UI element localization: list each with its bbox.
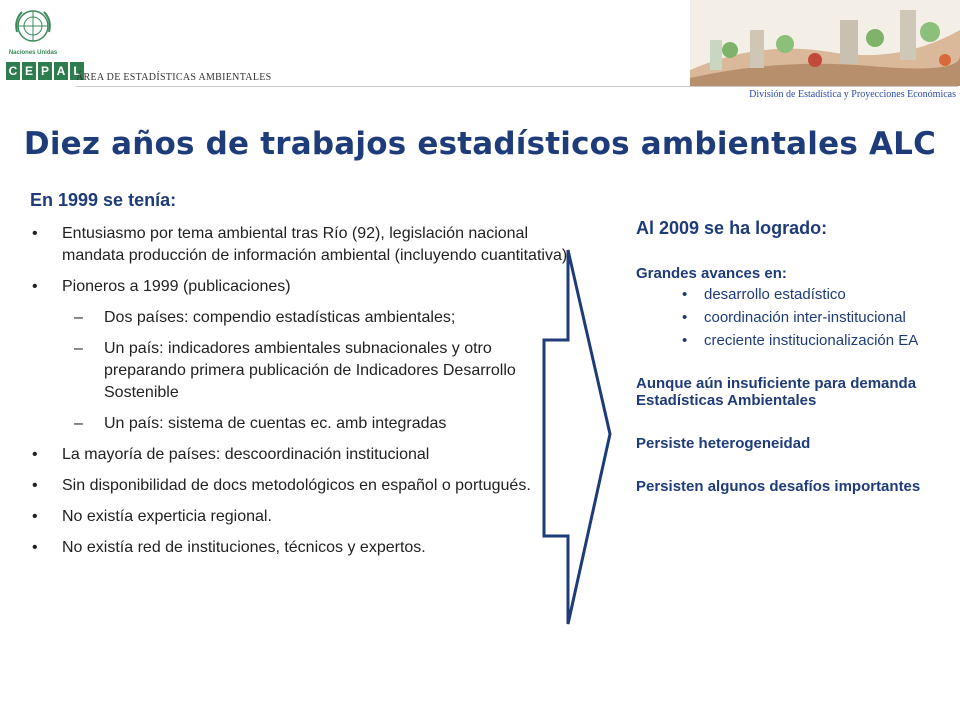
bullet-icon: • [682,332,688,349]
bullet-icon: • [32,446,38,463]
page-title: Diez años de trabajos estadísticos ambientales ALC [23,126,937,162]
bullet-icon: • [32,278,38,295]
sub-list-item [30,413,570,435]
sub-list-item-text: Dos países: compendio estadísticas ambientales; [104,309,456,326]
cepal-logo [6,62,84,80]
left-column [30,190,570,568]
dash-icon: – [74,309,83,326]
list-item [30,276,570,298]
dash-icon: – [74,415,83,432]
sub-list-item [30,338,570,404]
left-heading: En 1999 se tenía: [30,190,177,210]
cepal-letter: P [38,62,52,80]
bullet-icon: • [32,477,38,494]
list-item-text: Entusiasmo por tema ambiental tras Río (92), legislación nacional mandata producción de información ambiental (incluyendo cuantitativa) [62,225,568,264]
right-arrow-icon [540,248,620,628]
bullet-icon: • [682,286,688,303]
right-block-text: Aunque aún insuficiente para demanda Estadísticas Ambientales [636,375,917,409]
list-item-text: No existía experticia regional. [62,508,272,525]
bullet-icon: • [682,309,688,326]
right-lead: Grandes avances en: [636,265,787,282]
dash-icon: – [74,340,83,357]
list-item [30,223,570,267]
sub-list-item-text: Un país: sistema de cuentas ec. amb integradas [104,415,447,432]
cepal-letter: L [70,62,84,80]
list-item [30,444,570,466]
sub-list-item [30,307,570,329]
division-label: División de Estadística y Proyecciones Económicas [749,89,956,100]
list-item [636,286,946,303]
bullet-icon: • [32,539,38,556]
header-illustration-icon [690,0,960,86]
list-item [30,475,570,497]
sub-list-item-text: Un país: indicadores ambientales subnacionales y otro preparando primera publicación de Indicadores Desarrollo Sostenible [104,340,516,401]
header-divider [76,86,958,87]
list-item-text: coordinación inter-institucional [704,309,906,326]
right-column [636,218,946,495]
list-item [30,506,570,528]
cepal-letter: A [54,62,68,80]
area-label: ÁREA DE ESTADÍSTICAS AMBIENTALES [76,72,272,83]
bullet-icon: • [32,225,38,242]
cepal-letter: C [6,62,20,80]
list-item [636,309,946,326]
un-label: Naciones Unidas [8,50,58,56]
list-item-text: Pioneros a 1999 (publicaciones) [62,278,291,295]
un-emblem-icon [8,6,58,58]
list-item-text: No existía red de instituciones, técnicos y expertos. [62,539,426,556]
list-item-text: desarrollo estadístico [704,286,846,303]
list-item-text: creciente institucionalización EA [704,332,919,349]
list-item [30,537,570,559]
right-heading: Al 2009 se ha logrado: [636,218,828,238]
bullet-icon: • [32,508,38,525]
list-item [636,332,946,349]
right-block-text: Persiste heterogeneidad [636,435,811,452]
right-block-text: Persisten algunos desafíos importantes [636,478,921,495]
cepal-letter: E [22,62,36,80]
list-item-text: Sin disponibilidad de docs metodológicos en español o portugués. [62,477,531,494]
list-item-text: La mayoría de países: descoordinación institucional [62,446,430,463]
